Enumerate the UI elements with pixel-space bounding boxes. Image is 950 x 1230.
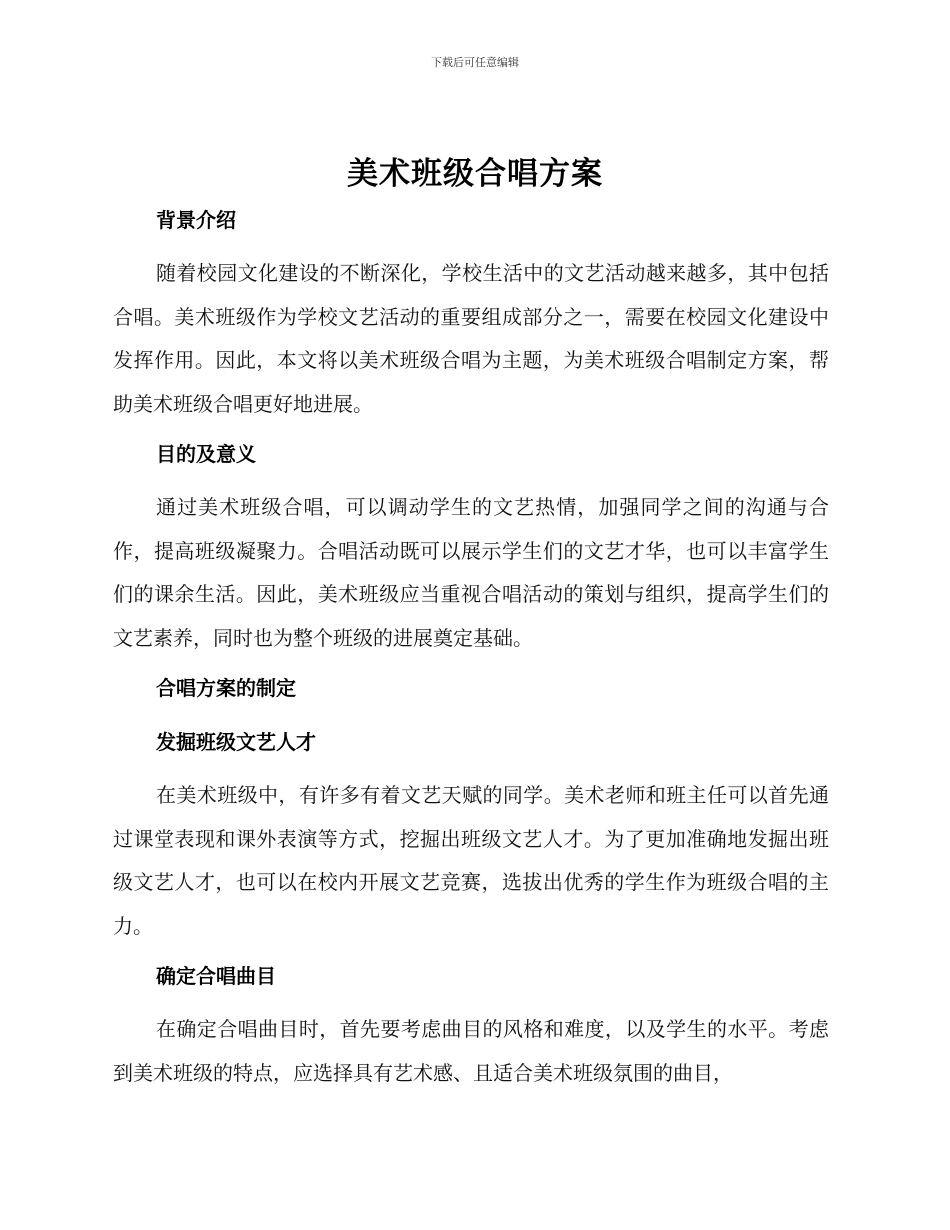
section-heading-repertoire: 确定合唱曲目 (156, 964, 276, 988)
section-heading-talent: 发掘班级文艺人才 (156, 730, 316, 754)
section-paragraph-repertoire: 在确定合唱曲目时，首先要考虑曲目的风格和难度，以及学生的水平。考虑到美术班级的特点，应选择具有艺术感、且适合美术班级氛围的曲目， (113, 1017, 829, 1085)
section-paragraph-background: 随着校园文化建设的不断深化，学校生活中的文艺活动越来越多，其中包括合唱。美术班级作为学校文艺活动的重要组成部分之一，需要在校园文化建设中发挥作用。因此，本文将以美术班级合唱为主题，为美术班级合唱制定方案，帮助美术班级合唱更好地进展。 (113, 261, 829, 416)
header-note: 下载后可任意编辑 (431, 56, 519, 69)
section-heading-background: 背景介绍 (156, 208, 236, 232)
document-title: 美术班级合唱方案 (347, 156, 603, 192)
section-heading-purpose: 目的及意义 (156, 442, 256, 466)
document-body (113, 198, 829, 1095)
section-paragraph-talent: 在美术班级中，有许多有着文艺天赋的同学。美术老师和班主任可以首先通过课堂表现和课外表演等方式，挖掘出班级文艺人才。为了更加准确地发掘出班级文艺人才，也可以在校内开展文艺竞赛，选拔出优秀的学生作为班级合唱的主力。 (113, 783, 829, 938)
section-paragraph-purpose: 通过美术班级合唱，可以调动学生的文艺热情，加强同学之间的沟通与合作，提高班级凝聚力。合唱活动既可以展示学生们的文艺才华，也可以丰富学生们的课余生活。因此，美术班级应当重视合唱活动的策划与组织，提高学生们的文艺素养，同时也为整个班级的进展奠定基础。 (113, 495, 829, 650)
section-heading-plan: 合唱方案的制定 (156, 676, 296, 700)
